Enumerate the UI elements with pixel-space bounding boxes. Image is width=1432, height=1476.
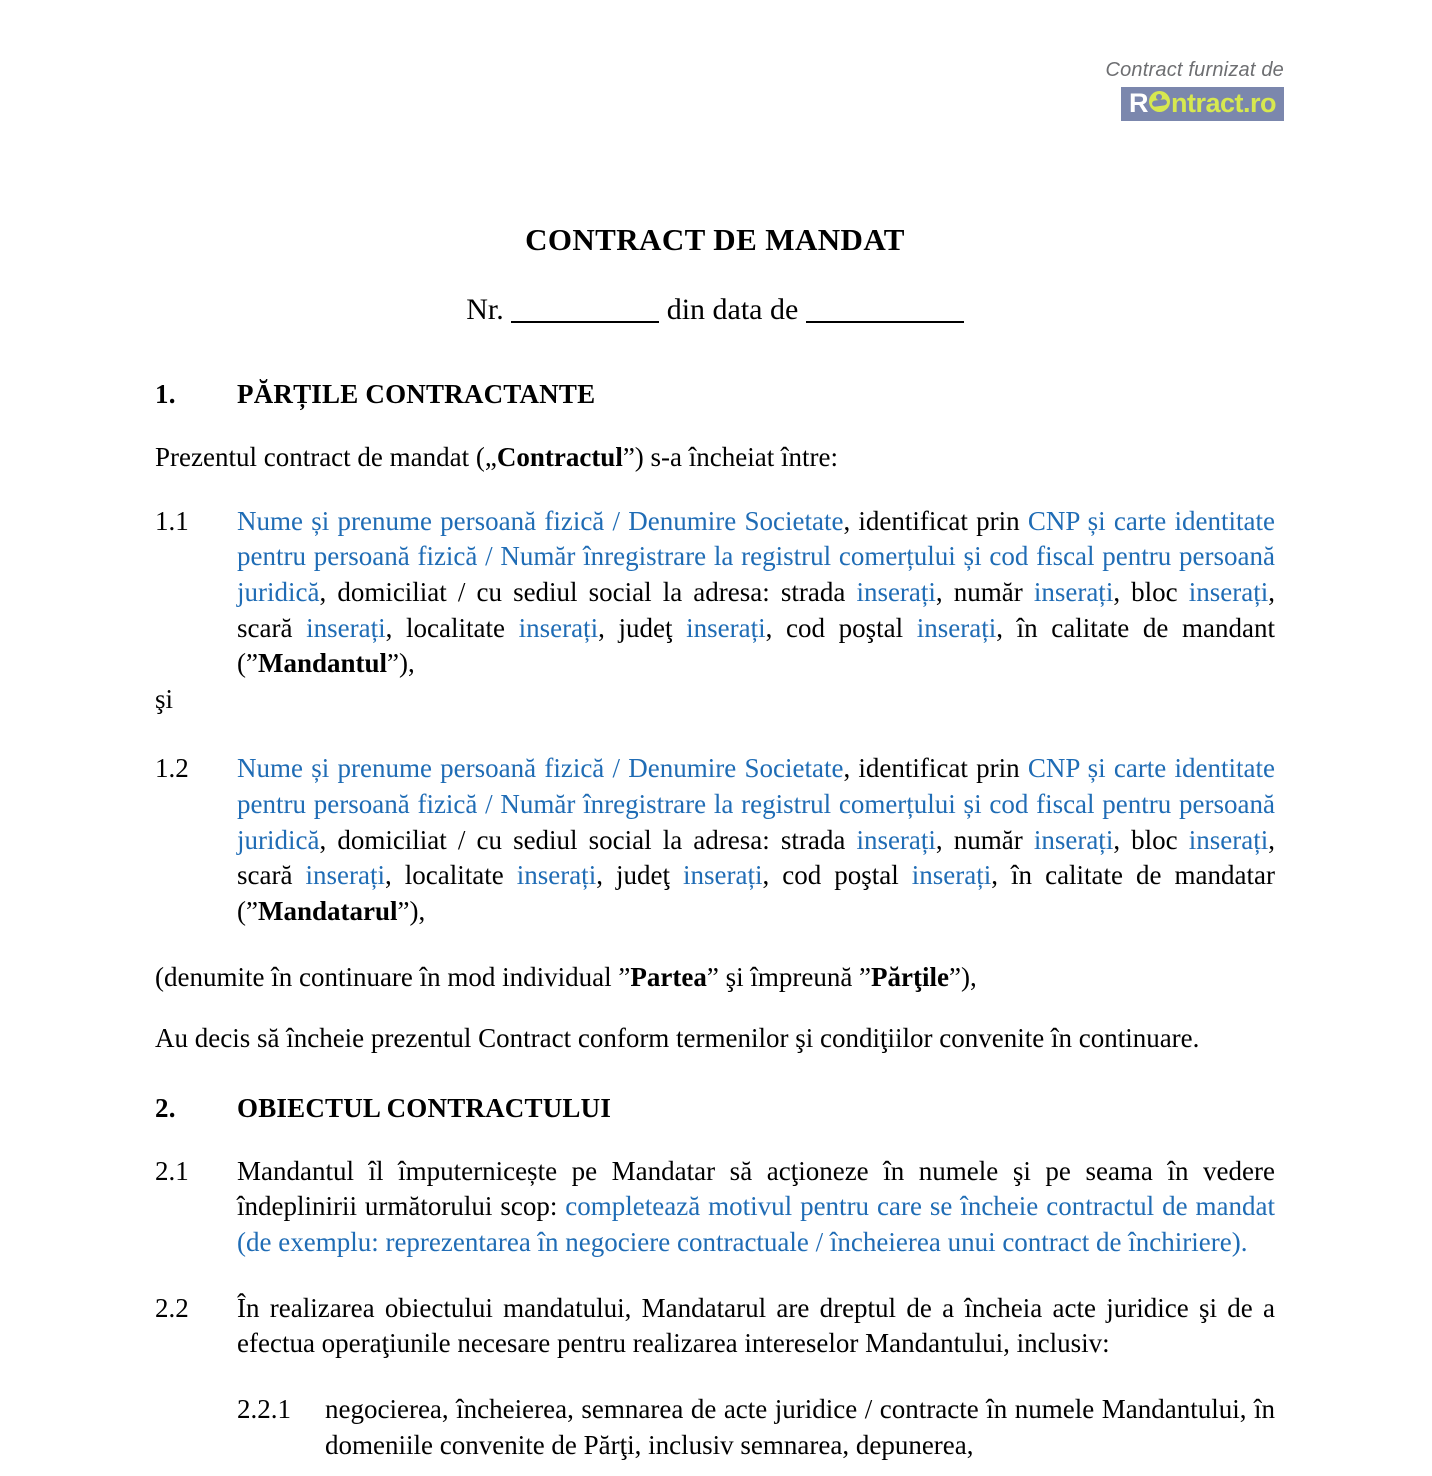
clause-2-2-1-body: negocierea, încheierea, semnarea de acte juridice / contracte în numele Mandantului, în domeniile convenite de Părţi, inclusiv semnarea, depunerea, [325,1393,1275,1460]
placeholder-name-2[interactable]: Nume și prenume persoană fizică / Denumire Societate [237,753,844,784]
placeholder-cod-postal-2[interactable]: inserați [911,860,992,891]
clause-1-1-body: Nume și prenume persoană fizică / Denumire Societate, identificat prin CNP și carte identitate pentru persoană fizică / Număr înregistrare la registrul comerțului și cod fiscal pentru persoană juridică, domiciliat / cu sediul social la adresa: strada inserați, număr inserați, bloc inserați, scară inserați, localitate inserați, judeţ inserați, cod poştal inserați, în calitate de mandant (”Mandantul”), [237,505,1275,679]
clause-2-2-1-number: 2.2.1 [237,1393,291,1424]
role-mandantul: Mandantul [257,648,388,679]
intro-text-b: ”) s-a încheiat între: [622,442,838,472]
clause-1-2-body: Nume și prenume persoană fizică / Denumire Societate, identificat prin CNP și carte identitate pentru persoană fizică / Număr înregistrare la registrul comerțului și cod fiscal pentru persoană juridică, domiciliat / cu sediul social la adresa: strada inserați, număr inserați, bloc inserați, scară inserați, localitate inserați, judeţ inserați, cod poştal inserați, în calitate de mandatar (”Mandatarul”), [237,753,1276,926]
placeholder-numar-2[interactable]: inserați [1033,824,1114,855]
nr-blank-field[interactable] [511,321,659,323]
document-number-line [155,258,1275,327]
clause-2-1-body: Mandantul îl împuternicește pe Mandatar să acţioneze în numele şi pe seama în vedere îndeplinirii următorului scop: completează motivul pentru care se încheie contractul de mandat (de exemplu: reprezentarea în negociere contractuale / încheierea unui contract de închiriere). [237,1155,1275,1257]
nr-label: Nr. [466,293,504,326]
placeholder-judet-1[interactable]: inserați [686,612,766,643]
clause-1-1-number: 1.1 [155,505,189,536]
clause-2-2-1 [155,1392,1275,1463]
placeholder-scara-1[interactable]: inserați [306,612,386,643]
placeholder-id-2[interactable]: CNP și carte identitate pentru persoană fizică / Număr înregistrare la registrul comerțului și cod fiscal pentru persoană juridică [237,753,1275,855]
section-1-title: PĂRȚILE CONTRACTANTE [237,379,596,409]
clause-2-2-body: În realizarea obiectului mandatului, Mandatarul are dreptul de a încheia acte juridice şi de a efectua operaţiunile necesare pentru realizarea intereselor Mandantului, inclusiv: [237,1292,1275,1359]
collective-definition: (denumite în continuare în mod individual ”Partea” şi împreună ”Părţile”), [155,961,977,992]
term-partea: Partea [630,961,707,992]
placeholder-scop-mandat[interactable]: completează motivul pentru care se încheie contractul de mandat (de exemplu: reprezentarea în negociere contractuale / încheierea unui contract de închiriere) [237,1191,1275,1257]
placeholder-judet-2[interactable]: inserați [683,860,763,891]
clause-2-2-number: 2.2 [155,1292,189,1323]
date-label: din data de [666,293,799,326]
clause-2-2 [155,1291,1275,1362]
placeholder-bloc-1[interactable]: inserați [1188,576,1269,607]
intro-term-contractul: Contractul [496,442,623,472]
conjunction-si: şi [155,683,174,714]
placeholder-strada-1[interactable]: inserați [856,576,936,607]
page-title: CONTRACT DE MANDAT [525,222,905,257]
placeholder-cod-postal-1[interactable]: inserați [916,612,997,643]
placeholder-strada-2[interactable]: inserați [856,824,936,855]
placeholder-name-1[interactable]: Nume și prenume persoană fizică / Denumire Societate [237,505,844,536]
section-1-closing: Au decis să încheie prezentul Contract conform termenilor şi condiţiilor convenite în continuare. [155,1023,1200,1054]
brand-caption: Contract furnizat de [1105,59,1284,81]
logo-wordmark: ntract.ro [1170,88,1276,118]
clause-2-1 [155,1154,1275,1261]
role-mandatarul: Mandatarul [257,895,398,926]
logo-letter-r: R [1128,88,1148,118]
clause-2-1-number: 2.1 [155,1155,189,1186]
term-partile: Părţile [871,961,950,992]
placeholder-scara-2[interactable]: inserați [305,860,385,891]
placeholder-numar-1[interactable]: inserați [1033,576,1114,607]
section-2-title: OBIECTUL CONTRACTULUI [237,1092,612,1123]
section-2-number: 2. [155,1092,176,1123]
placeholder-localitate-1[interactable]: inserați [518,612,599,643]
placeholder-localitate-2[interactable]: inserați [516,860,597,891]
section-2-heading [155,1093,1275,1124]
clause-1-2-number: 1.2 [155,753,189,784]
section-1-intro [155,440,1275,476]
section-1-heading [155,379,1275,410]
placeholder-bloc-2[interactable]: inserați [1188,824,1269,855]
date-blank-field[interactable] [806,321,964,323]
clause-1-1 [155,504,1275,682]
intro-text-a: Prezentul contract de mandat („ [155,442,497,472]
placeholder-id-1[interactable]: CNP și carte identitate pentru persoană fizică / Număr înregistrare la registrul comerțului și cod fiscal pentru persoană juridică [237,505,1275,607]
section-1-number: 1. [155,379,176,409]
clause-1-2 [155,751,1275,929]
document-page [155,0,1275,1463]
